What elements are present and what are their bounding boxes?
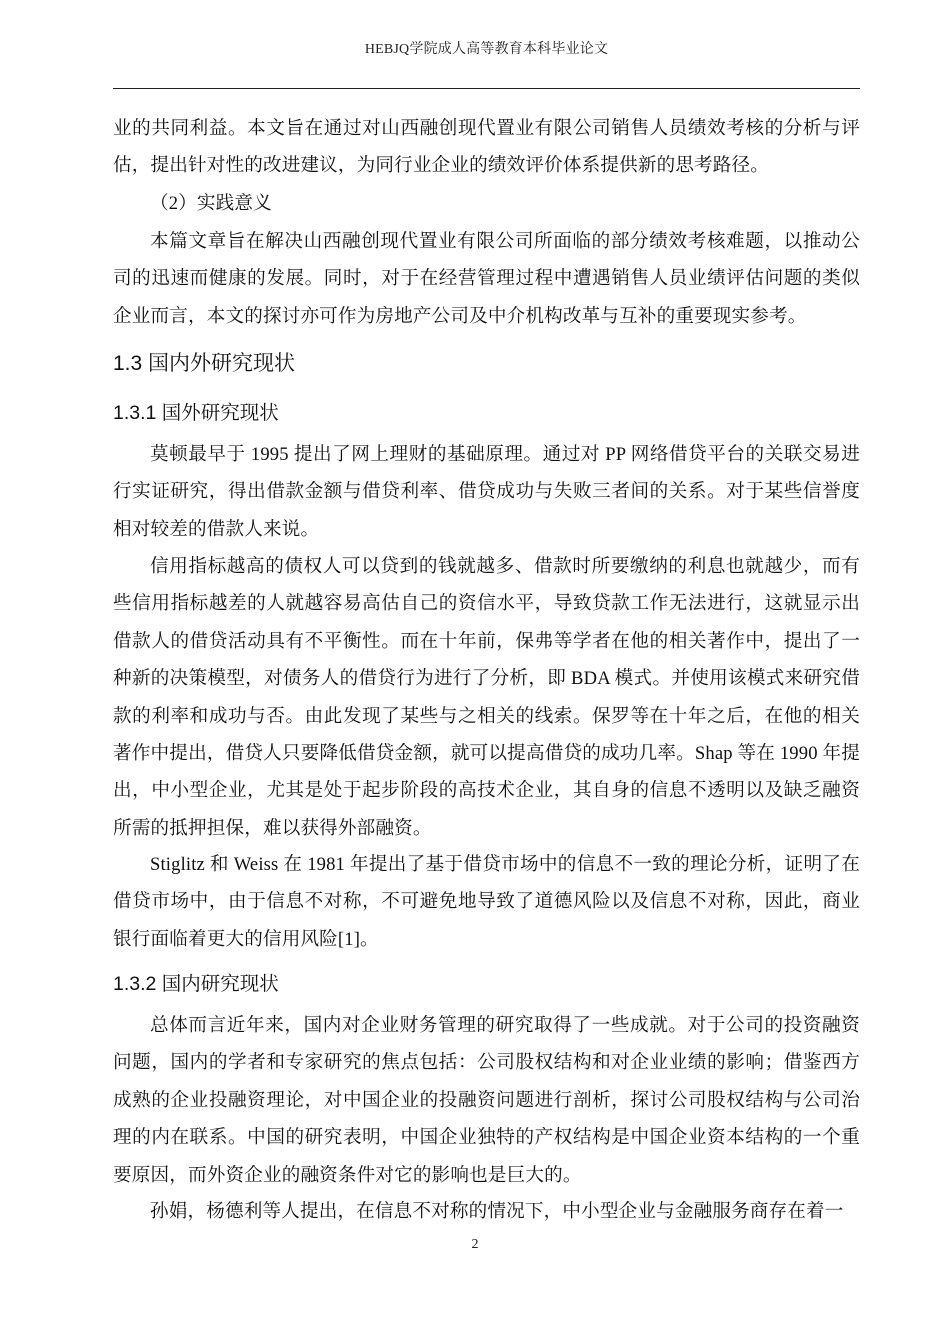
section-heading-1-3-2: 1.3.2 国内研究现状	[113, 973, 279, 995]
paragraph-domestic-research-2: 孙娟，杨德利等人提出，在信息不对称的情况下，中小型企业与金融服务商存在着一	[150, 1201, 844, 1222]
section-heading-1-3-1: 1.3.1 国外研究现状	[113, 402, 279, 424]
paragraph-intro-continued: 业的共同利益。本文旨在通过对山西融创现代置业有限公司销售人员绩效考核的分析与评估，提出针对性的改进建议，为同行业企业的绩效评价体系提供新的思考路径。	[113, 118, 860, 177]
paragraph-practical-significance: 本篇文章旨在解决山西融创现代置业有限公司所面临的部分绩效考核难题，以推动公司的迅速而健康的发展。同时，对于在经营管理过程中遭遇销售人员业绩评估问题的类似企业而言，本文的探讨亦可作为房地产公司及中介机构改革与互补的重要现实参考。	[113, 231, 860, 327]
paragraph-foreign-research-1: 莫顿最早于 1995 提出了网上理财的基础原理。通过对 PP 网络借贷平台的关联交易进行实证研究，得出借款金额与借贷利率、借贷成功与失败三者间的关系。对于某些信誉度相对较差的借款人来说。	[113, 444, 860, 540]
header-divider	[113, 88, 860, 89]
page-number: 2	[471, 1237, 479, 1252]
paragraph-foreign-research-2: 信用指标越高的债权人可以贷到的钱就越多、借款时所要缴纳的利息也就越少，而有些信用指标越差的人就越容易高估自己的资信水平，导致贷款工作无法进行，这就显示出借款人的借贷活动具有不平衡性。而在十年前，保弗等学者在他的相关著作中，提出了一种新的决策模型，对债务人的借贷行为进行了分析，即 BDA 模式。并使用该模式来研究借款的利率和成功与否。由此发现了某些与之相关的线索。保罗等在十年之后，在他的相关著作中提出，借贷人只要降低借贷金额，就可以提高借贷的成功几率。Shap 等在 1990 年提出，中小型企业，尤其是处于起步阶段的高技术企业，其自身的信息不透明以及缺乏融资所需的抵押担保，难以获得外部融资。	[113, 556, 860, 839]
section-heading-1-3: 1.3 国内外研究现状	[113, 352, 296, 375]
sub-label-practical-significance: （2）实践意义	[150, 193, 272, 214]
paragraph-domestic-research-1: 总体而言近年来，国内对企业财务管理的研究取得了一些成就。对于公司的投资融资问题，国内的学者和专家研究的焦点包括：公司股权结构和对企业业绩的影响；借鉴西方成熟的企业投融资理论，对中国企业的投融资问题进行剖析，探讨公司股权结构与公司治理的内在联系。中国的研究表明，中国企业独特的产权结构是中国企业资本结构的一个重要原因，而外资企业的融资条件对它的影响也是巨大的。	[113, 1015, 860, 1186]
paragraph-foreign-research-3: Stiglitz 和 Weiss 在 1981 年提出了基于借贷市场中的信息不一致的理论分析，证明了在借贷市场中，由于信息不对称，不可避免地导致了道德风险以及信息不对称，因此，商业银行面临着更大的信用风险[1]。	[113, 854, 860, 950]
running-header: HEBJQ学院成人高等教育本科毕业论文	[364, 42, 609, 57]
